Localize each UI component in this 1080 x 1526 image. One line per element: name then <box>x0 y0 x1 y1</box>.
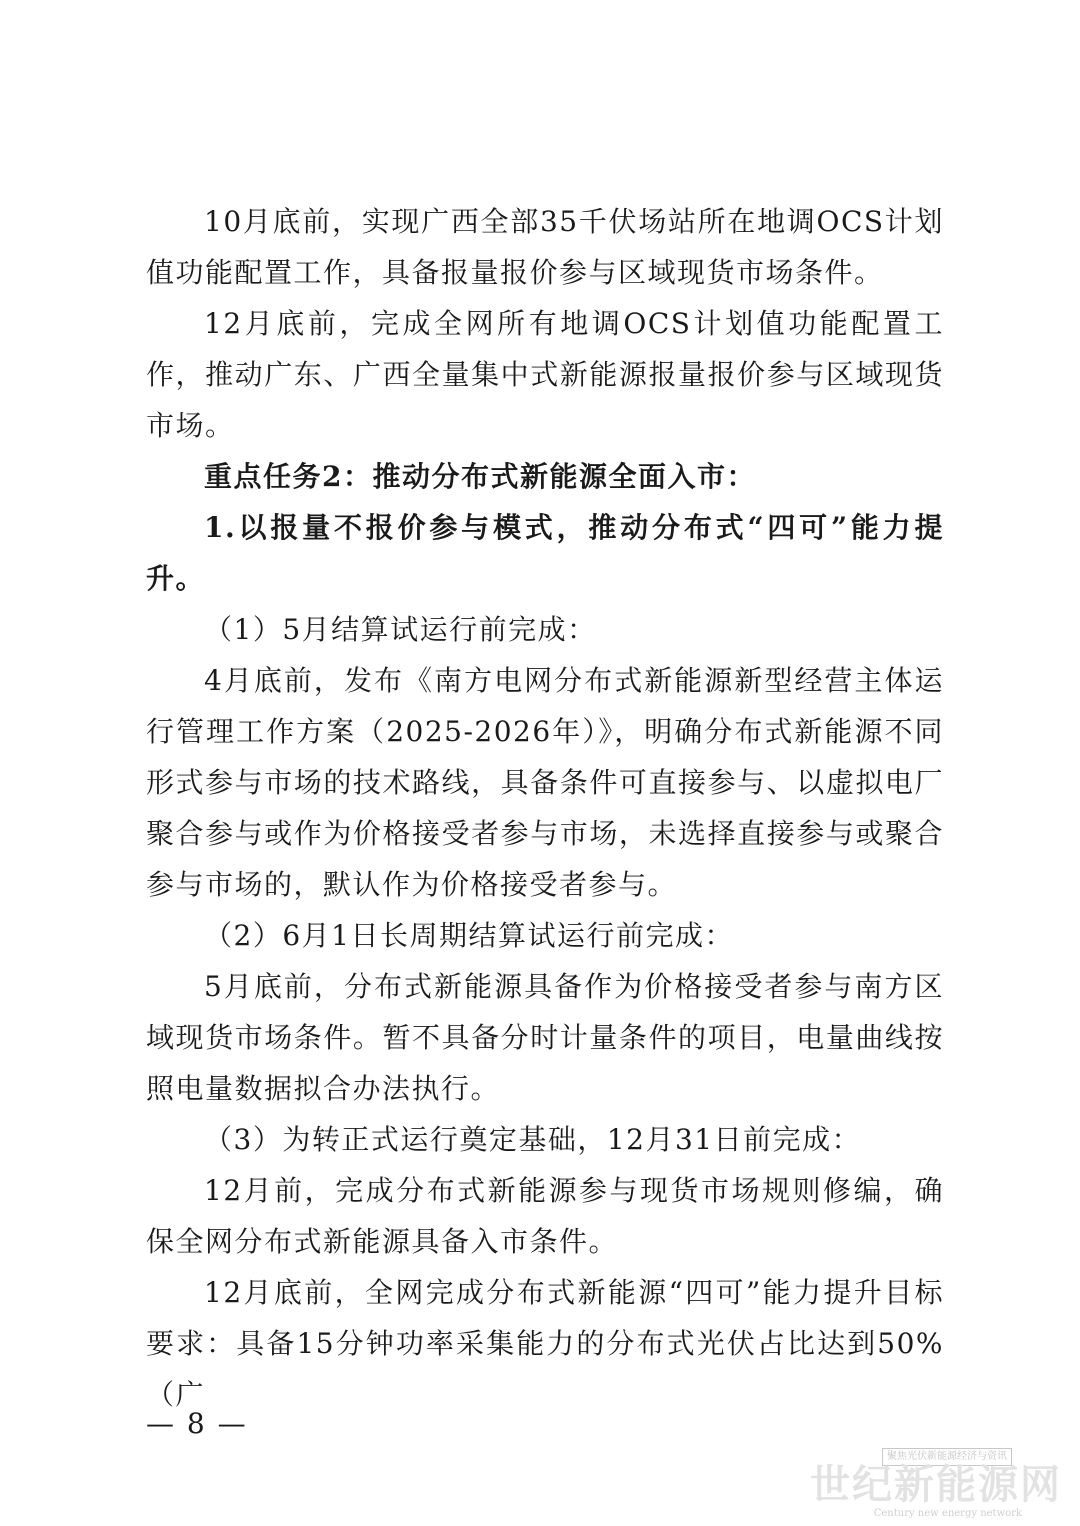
body-text <box>146 196 944 1420</box>
body-paragraph: 5月底前，分布式新能源具备作为价格接受者参与南方区域现货市场条件。暂不具备分时计量条件的项目，电量曲线按照电量数据拟合办法执行。 <box>146 970 944 1105</box>
body-paragraph: （3）为转正式运行奠定基础，12月31日前完成： <box>204 1123 862 1156</box>
body-paragraph: （2）6月1日长周期结算试运行前完成： <box>204 919 734 952</box>
body-paragraph: 12月底前，完成全网所有地调OCS计划值功能配置工作，推动广东、广西全量集中式新能源报量报价参与区域现货市场。 <box>146 307 944 442</box>
watermark-title: 世纪新能源网 <box>810 1462 1062 1508</box>
page-number: — 8 — <box>146 1407 248 1440</box>
body-paragraph: （1）5月结算试运行前完成： <box>204 613 597 646</box>
watermark-slogan: 聚焦光伏新能源经济与资讯 <box>882 1448 1012 1466</box>
body-paragraph: 12月前，完成分布式新能源参与现货市场规则修编，确保全网分布式新能源具备入市条件。 <box>146 1174 944 1258</box>
heading-paragraph: 1.以报量不报价参与模式，推动分布式“四可”能力提升。 <box>146 511 944 595</box>
watermark-english: Century new energy network <box>873 1508 1022 1519</box>
body-paragraph: 12月底前，全网完成分布式新能源“四可”能力提升目标要求：具备15分钟功率采集能力的分布式光伏占比达到50%（广 <box>146 1276 944 1411</box>
body-paragraph: 10月底前，实现广西全部35千伏场站所在地调OCS计划值功能配置工作，具备报量报价参与区域现货市场条件。 <box>146 205 944 289</box>
body-paragraph: 4月底前，发布《南方电网分布式新能源新型经营主体运行管理工作方案（2025-2026年）》，明确分布式新能源不同形式参与市场的技术路线，具备条件可直接参与、以虚拟电厂聚合参与或作为价格接受者参与市场，未选择直接参与或聚合参与市场的，默认作为价格接受者参与。 <box>146 664 944 901</box>
watermark-logo <box>810 1448 1062 1522</box>
heading-paragraph: 重点任务2：推动分布式新能源全面入市： <box>204 460 756 493</box>
